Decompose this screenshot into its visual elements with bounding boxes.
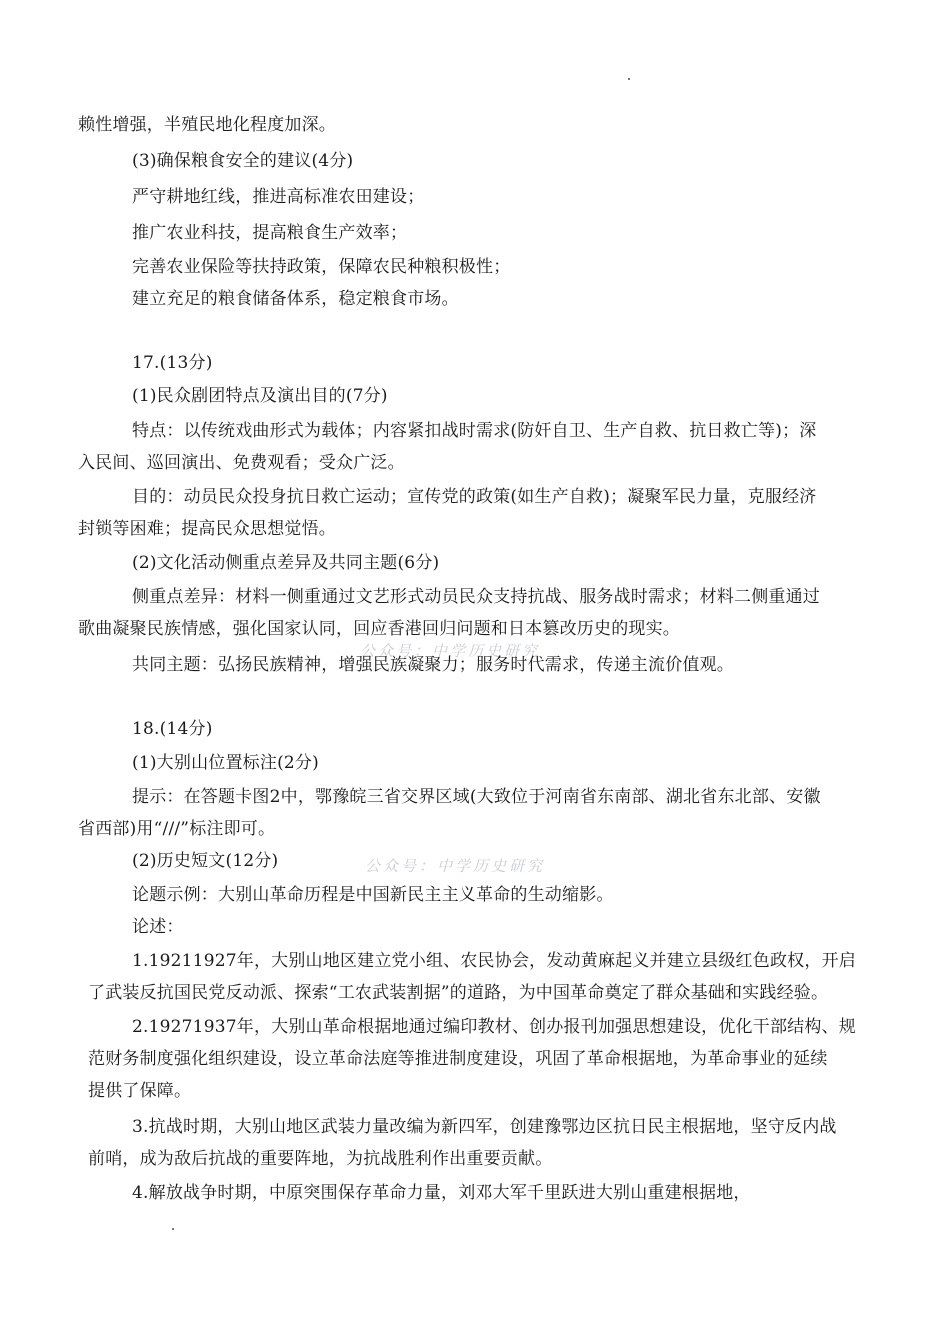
text-line: 共同主题：弘扬民族精神，增强民族凝聚力；服务时代需求，传递主流价值观。 bbox=[132, 655, 734, 675]
text-line: 目的：动员民众投身抗日救亡运动；宣传党的政策(如生产自救)；凝聚军民力量，克服经济 bbox=[132, 487, 817, 507]
text-line: 1.19211927年，大别山地区建立党小组、农民协会，发动黄麻起义并建立县级红色政权，开启 bbox=[132, 951, 856, 971]
text-line: 范财务制度强化组织建设，设立革命法庭等推进制度建设，巩固了革命根据地，为革命事业的延续 bbox=[88, 1049, 828, 1069]
text-line: 省西部)用“///”标注即可。 bbox=[78, 819, 276, 839]
text-line: 论题示例：大别山革命历程是中国新民主主义革命的生动缩影。 bbox=[132, 885, 614, 905]
page-dot-bottom bbox=[172, 1228, 174, 1230]
text-line: 特点：以传统戏曲形式为载体；内容紧扣战时需求(防奸自卫、生产自救、抗日救亡等)；深 bbox=[132, 421, 817, 441]
text-line: 论述： bbox=[132, 917, 184, 937]
text-line: 严守耕地红线，推进高标准农田建设； bbox=[132, 187, 425, 207]
section-heading: (2)文化活动侧重点差异及共同主题(6分) bbox=[132, 553, 440, 573]
text-line: 入民间、巡回演出、免费观看；受众广泛。 bbox=[78, 453, 405, 473]
text-line: 歌曲凝聚民族情感，强化国家认同，回应香港回归问题和日本篡改历史的现实。 bbox=[78, 619, 680, 639]
watermark-1: 公众号：中学历史研究 bbox=[360, 642, 541, 660]
section-heading: (2)历史短文(12分) bbox=[132, 851, 279, 871]
text-line: 了武装反抗国民党反动派、探索“工农武装割据”的道路，为中国革命奠定了群众基础和实践经验。 bbox=[88, 983, 829, 1003]
text-line: 3.抗战时期，大别山地区武装力量改编为新四军，创建豫鄂边区抗日民主根据地，坚守反内战 bbox=[132, 1117, 837, 1137]
text-line: 前哨，成为敌后抗战的重要阵地，为抗战胜利作出重要贡献。 bbox=[88, 1149, 553, 1169]
text-line: 建立充足的粮食储备体系，稳定粮食市场。 bbox=[132, 289, 459, 309]
section-heading: (1)大别山位置标注(2分) bbox=[132, 753, 319, 773]
text-line: 赖性增强，半殖民地化程度加深。 bbox=[78, 115, 336, 135]
watermark-2: 公众号：中学历史研究 bbox=[365, 857, 546, 875]
text-line: 推广农业科技，提高粮食生产效率； bbox=[132, 223, 408, 243]
section-heading: (3)确保粮食安全的建议(4分) bbox=[132, 151, 354, 171]
question-number: 17.(13分) bbox=[132, 353, 213, 373]
text-line: 2.19271937年，大别山革命根据地通过编印教材、创办报刊加强思想建设，优化干部结构、规 bbox=[132, 1017, 856, 1037]
text-line: 侧重点差异：材料一侧重通过文艺形式动员民众支持抗战、服务战时需求；材料二侧重通过 bbox=[132, 587, 820, 607]
question-number: 18.(14分) bbox=[132, 719, 213, 739]
text-line: 提示：在答题卡图2中，鄂豫皖三省交界区域(大致位于河南省东南部、湖北省东北部、安徽 bbox=[132, 787, 821, 807]
text-line: 4.解放战争时期，中原突围保存革命力量，刘邓大军千里跃进大别山重建根据地， bbox=[132, 1183, 751, 1203]
text-line: 完善农业保险等扶持政策，保障农民种粮积极性； bbox=[132, 257, 511, 277]
section-heading: (1)民众剧团特点及演出目的(7分) bbox=[132, 386, 388, 406]
text-line: 封锁等困难；提高民众思想觉悟。 bbox=[78, 519, 336, 539]
text-line: 提供了保障。 bbox=[88, 1081, 192, 1101]
page-dot-top bbox=[628, 78, 630, 80]
